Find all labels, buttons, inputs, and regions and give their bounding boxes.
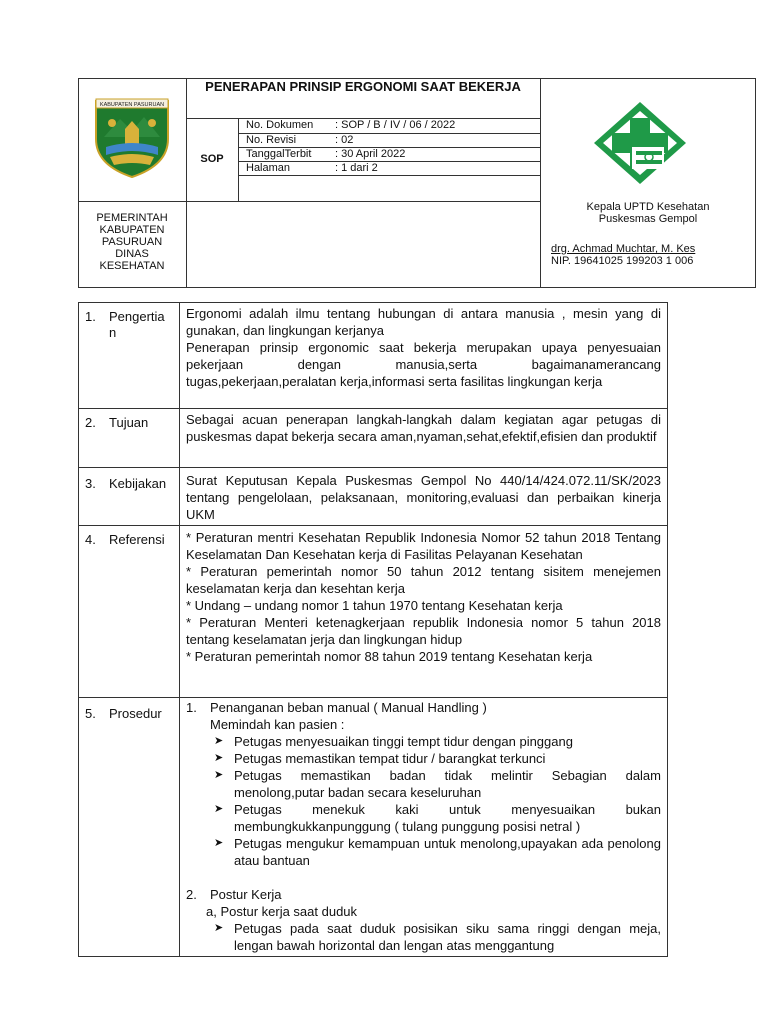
section-content (180, 526, 667, 697)
section-label: 1. Pengertian (79, 303, 180, 408)
meta-row-halaman: Halaman : 1 dari 2 (246, 162, 378, 174)
procedure-bullet: ➤ Petugas menyesuaikan tinggi tempt tidur dengan pinggang (214, 734, 573, 749)
section-prosedur (79, 697, 667, 956)
procedure-bullet: ➤ Petugas pada saat duduk posisikan siku sama ringgi dengan meja, lengan bawah horizontal dan lengan atas menggantung (214, 921, 661, 953)
arrow-bullet-icon: ➤ (214, 752, 224, 764)
meta-row-dokumen: No. Dokumen : SOP / B / IV / 06 / 2022 (246, 119, 456, 131)
section-pengertian (79, 303, 667, 408)
section-label: 4. Referensi (79, 526, 180, 697)
head-name: drg. Achmad Muchtar, M. Kes (551, 243, 696, 255)
procedure-bullet: ➤ Petugas mengukur kemampuan untuk menolong,upayakan ada penolong atau bantuan (214, 836, 661, 868)
procedure-subtitle: a, Postur kerja saat duduk (206, 904, 358, 919)
head-title-1: Kepala UPTD Kesehatan (586, 201, 710, 213)
arrow-bullet-icon: ➤ (214, 837, 224, 849)
head-title-2: Puskesmas Gempol (598, 213, 698, 225)
meta-row-tanggal: TanggalTerbit : 30 April 2022 (246, 148, 406, 160)
procedure-step: 1. Penanganan beban manual ( Manual Handling ) (186, 700, 487, 715)
section-referensi (79, 525, 667, 697)
section-content: Ergonomi adalah ilmu tentang hubungan di antara manusia , mesin yang di gunakan, dan lingkungan kerjanya Penerapan prinsip ergonomic saat bekerja merupakan upaya penyesuaian pekerjaan dengan manusia,serta bagaimanamerancang tugas,pekerjaan,peralatan kerja,informasi serta fasilitas lingkungan kerja (186, 306, 661, 389)
reference-item: * Peraturan mentri Kesehatan Republik Indonesia Nomor 52 tahun 2018 Tentang Keselamatan Dan Kesehatan kerja di Fasilitas Pelayanan Kesehatan (186, 530, 661, 562)
document-title: PENERAPAN PRINSIP ERGONOMI SAAT BEKERJA (205, 79, 521, 94)
section-content: Sebagai acuan penerapan langkah-langkah dalam kegiatan agar petugas di puskesmas dapat bekerja secara aman,nyaman,sehat,efektif,efisien dan produktif (186, 412, 661, 444)
reference-item: * Peraturan pemerintah nomor 88 tahun 2019 tentang Kesehatan kerja (186, 649, 593, 664)
sop-body-table (78, 302, 668, 957)
reference-item: * Peraturan pemerintah nomor 50 tahun 2012 tentang sisitem menejemen keselamatan kerja dan kesehtan kerja (186, 564, 661, 596)
section-tujuan (79, 408, 667, 467)
procedure-bullet: ➤ Petugas memastikan tempat tidur / barangkat terkunci (214, 751, 546, 766)
reference-item: * Undang – undang nomor 1 tahun 1970 tentang Kesehatan kerja (186, 598, 563, 613)
puskesmas-logo (592, 100, 688, 186)
procedure-bullet: ➤ Petugas menekuk kaki untuk menyesuaikan bukan membungkukkanpunggung ( tulang punggung posisi netral ) (214, 802, 661, 834)
kabupaten-pasuruan-logo (92, 95, 172, 179)
svg-text:KABUPATEN PASURUAN: KABUPATEN PASURUAN (99, 102, 165, 108)
arrow-bullet-icon: ➤ (214, 922, 224, 934)
sop-label: SOP (200, 153, 224, 165)
organization-name: PEMERINTAH KABUPATEN PASURUAN DINAS KESEHATAN (96, 212, 168, 272)
arrow-bullet-icon: ➤ (214, 803, 224, 815)
procedure-subtitle: Memindah kan pasien : (210, 717, 345, 732)
section-label: 5. Prosedur (79, 698, 180, 956)
section-label: 2. Tujuan (79, 409, 180, 467)
section-content (180, 698, 667, 956)
procedure-step: 2. Postur Kerja (186, 887, 282, 902)
section-content: Surat Keputusan Kepala Puskesmas Gempol No 440/14/424.072.11/SK/2023 tentang pengelolaan, pelaksanaan, monitoring,evaluasi dan perbaikan kinerja UKM (186, 473, 661, 522)
arrow-bullet-icon: ➤ (214, 769, 224, 781)
section-label: 3. Kebijakan (79, 468, 180, 525)
reference-item: * Peraturan Menteri ketenagkerjaan republik Indonesia nomor 5 tahun 2018 tentang keselamatan jerja dan lingkungan hidup (186, 615, 661, 647)
arrow-bullet-icon: ➤ (214, 735, 224, 747)
head-signature-block (540, 201, 756, 267)
procedure-bullet: ➤ Petugas memastikan badan tidak melintir Sebagian dalam menolong,putar badan secara keseluruhan (214, 768, 661, 800)
meta-row-revisi: No. Revisi : 02 (246, 134, 354, 146)
section-kebijakan (79, 467, 667, 525)
head-nip: NIP. 19641025 199203 1 006 (551, 255, 694, 267)
